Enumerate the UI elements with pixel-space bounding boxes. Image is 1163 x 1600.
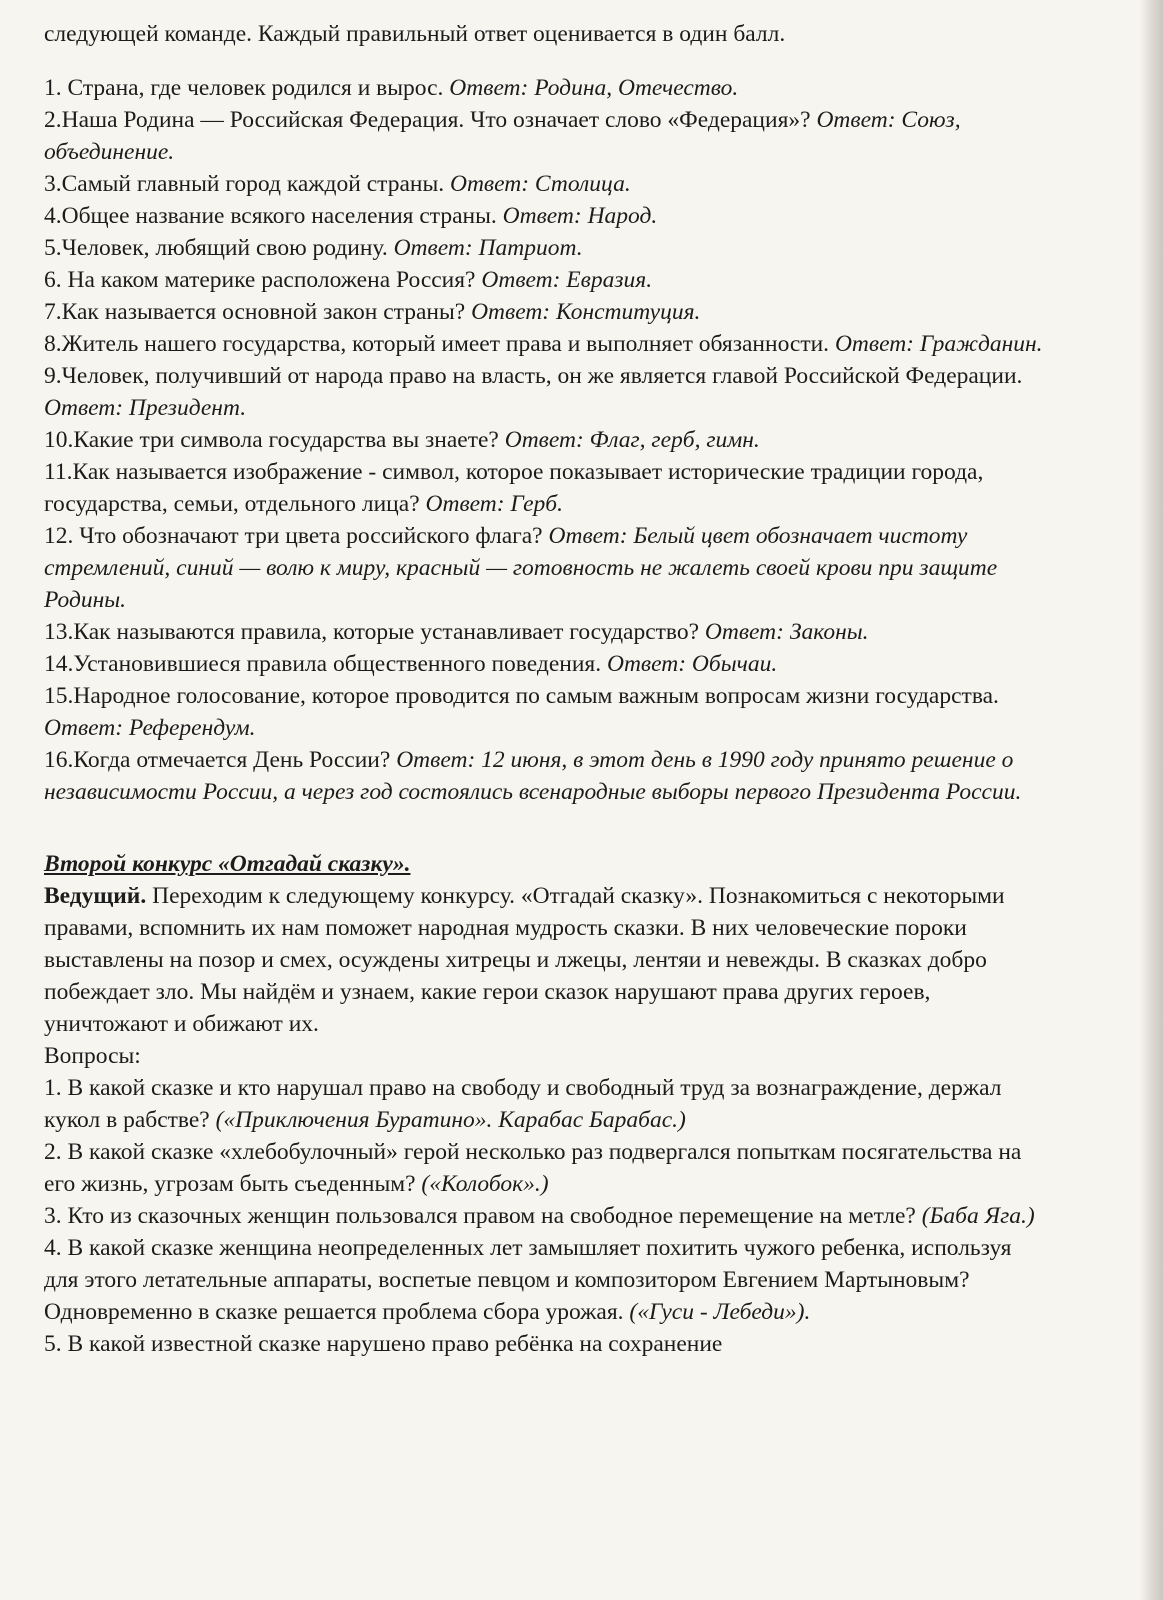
question-item: 4. В какой сказке женщина неопределенных лет замышляет похитить чужого ребенка, используя для этого летательные аппараты, воспетые певцом и композитором Евгением Мартыновым? Одновременно в сказке решается проблема сбора урожая. («Гуси - Лебеди»). xyxy=(44,1235,1012,1325)
quiz-item: 14.Установившиеся правила общественного поведения. Ответ: Обычаи. xyxy=(44,651,778,677)
quiz-item: 3.Самый главный город каждой страны. Ответ: Столица. xyxy=(44,171,631,197)
quiz-item: 7.Как называется основной закон страны? Ответ: Конституция. xyxy=(44,299,701,325)
quiz-item: 2.Наша Родина — Российская Федерация. Что означает слово «Федерация»? Ответ: Союз, объединение. xyxy=(44,107,961,165)
quiz-item: 1. Страна, где человек родился и вырос. Ответ: Родина, Отечество. xyxy=(44,75,739,101)
question-item: 3. Кто из сказочных женщин пользовался правом на свободное перемещение на метле? (Баба Яга.) xyxy=(44,1203,1035,1229)
question-item: 2. В какой сказке «хлебобулочный» герой несколько раз подвергался попыткам посягательства на его жизнь, угрозам быть съеденным? («Колобок».) xyxy=(44,1139,1022,1197)
section-heading: Второй конкурс «Отгадай сказку». xyxy=(44,851,411,877)
quiz-item: 16.Когда отмечается День России? Ответ: 12 июня, в этот день в 1990 году принято решение о независимости России, а через год состоялись всенародные выборы первого Президента России. xyxy=(44,747,1022,805)
quiz-item: 10.Какие три символа государства вы знаете? Ответ: Флаг, герб, гимн. xyxy=(44,427,760,453)
quiz-item: 15.Народное голосование, которое проводится по самым важным вопросам жизни государства. Ответ: Референдум. xyxy=(44,683,999,741)
fairy-tale-questions xyxy=(44,1072,1044,1360)
page-edge-shadow xyxy=(1139,0,1163,1600)
quiz-item: 11.Как называется изображение - символ, которое показывает исторические традиции города, государства, семьи, отдельного лица? Ответ: Герб. xyxy=(44,459,984,517)
quiz-item: 5.Человек, любящий свою родину. Ответ: Патриот. xyxy=(44,235,583,261)
question-item: 5. В какой известной сказке нарушено право ребёнка на сохранение xyxy=(44,1331,723,1357)
host-paragraph: Ведущий. Переходим к следующему конкурсу. «Отгадай сказку». Познакомиться с некоторыми правами, вспомнить их нам поможет народная мудрость сказки. В них человеческие пороки выставлены на позор и смех, осуждены хитрецы и лжецы, лентяи и невежды. В сказках добро побеждает зло. Мы найдём и узнаем, какие герои сказок нарушают права других героев, уничтожают и обижают их. xyxy=(44,883,1005,1037)
question-item: 1. В какой сказке и кто нарушал право на свободу и свободный труд за вознаграждение, держал кукол в рабстве? («Приключения Буратино». Карабас Барабас.) xyxy=(44,1075,1002,1133)
quiz-item: 13.Как называются правила, которые устанавливает государство? Ответ: Законы. xyxy=(44,619,869,645)
quiz-item: 12. Что обозначают три цвета российского флага? Ответ: Белый цвет обозначает чистоту стремлений, синий — волю к миру, красный — готовность не жалеть своей крови при защите Родины. xyxy=(44,523,998,613)
questions-label: Вопросы: xyxy=(44,1043,141,1069)
intro-line: следующей команде. Каждый правильный ответ оценивается в один балл. xyxy=(44,21,786,47)
quiz-item: 6. На каком материке расположена Россия? Ответ: Евразия. xyxy=(44,267,653,293)
quiz-item: 9.Человек, получивший от народа право на власть, он же является главой Российской Федерации. Ответ: Президент. xyxy=(44,363,1023,421)
host-label: Ведущий. xyxy=(44,883,147,909)
quiz-item: 8.Житель нашего государства, который имеет права и выполняет обязанности. Ответ: Гражданин. xyxy=(44,331,1043,357)
quiz-item: 4.Общее название всякого населения страны. Ответ: Народ. xyxy=(44,203,658,229)
quiz-list xyxy=(44,72,1044,808)
document-body xyxy=(44,18,1044,1360)
